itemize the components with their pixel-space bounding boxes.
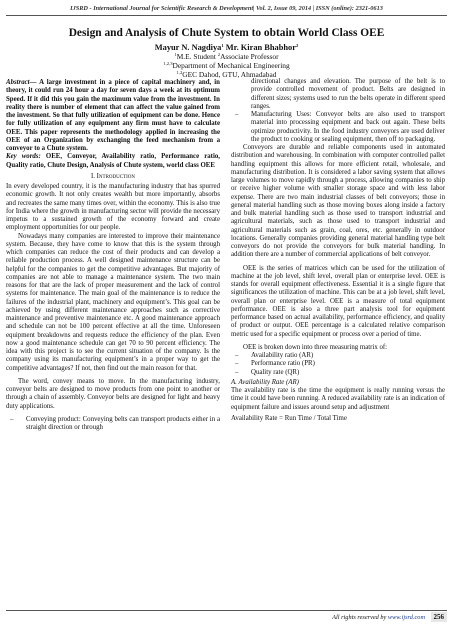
subsection-heading: A. Availability Rate (AR) — [231, 378, 299, 386]
paragraph: Conveyors are durable and reliable components used in automated distribution and warehousing. In combination with computer controlled pallet handling equipment this allows for more efficient retail, wholesale, and manufacturing distribution. It is considered a labor saving system that allows large volumes to move rapidly through a process, allowing companies to ship or receive higher volume with smaller storage space and with less labor expense. There are two main industrial classes of belt conveyors; those in general material handling such as those moving boxes along inside a factory and bulk material handling such as those used to transport industrial and agricultural materials, such as those used to transport industrial and agricultural materials such as grain, coal, ores, etc. generally in outdoor locations. Generally companies providing general material handling type belt conveyors do not provide the conveyors for bulk material handling. In addition there are a number of commercial applications of belt conveyor. — [231, 144, 445, 259]
affiliation-roles: $^1$M.E. Student $^2$Associate Professor — [174, 52, 279, 61]
author-1: Mayur N. Nagdiya — [154, 43, 222, 52]
journal-header: IJSRD - International Journal for Scientific Research & Development| Vol. 2, Issue 09, 2014 | ISSN (online): 2321-0613 — [6, 3, 447, 16]
formula: Availability Rate = Run Time / Total Time — [231, 414, 347, 422]
affiliation-department: $^{1,2,3}$Department of Mechanical Engineering — [163, 61, 290, 70]
journal-link[interactable]: www.ijsrd.com — [387, 614, 425, 621]
paragraph: Nowadays many companies are interested to improve their maintenance system. Because, they have come to know that this is the system through which companies can reduce the cost of their products and can develop a reliable production process. A well designed maintenance structure can be helpful for the companies to get the competitive advantages. But majority of companies are not able to manage a maintenance system. The two main reasons for that are the lack of proper measurement and the lack of control systems for maintenance. The main goal of the maintenance is to reduce the failures of the industrial plant, machinery and equipment’s. This goal can be achieved by using different maintenance approaches such as corrective maintenance and preventive maintenance etc. A good maintenance approach and schedule can not be 100 percent effective at all the time. Unforeseen equipment breakdowns and requests reduce the efficiency of the plan. Even now a good maintenance schedule can get 70 to 90 percent efficiency. The idea with this project is to see the current situation of the company. Is the company using its manufacturing equipment’s in a proper way to get the competitive advantages? If not, then find out the main reason for that. — [6, 232, 220, 372]
bullet-item: directional changes and elevation. The purpose of the belt is to provide controlled movement of product. Belts are designed in different sizes; systems used to run the belts operate in different speed ranges. — [251, 78, 445, 110]
bullet-item: – Manufacturing Uses: Conveyor belts are also used to transport material into processing equipment and back out again. These belts optimize productivity. In the food industry conveyors are used deliver the product to cooking or sealing equipment, then off to packaging. — [235, 111, 445, 143]
paragraph: In every developed country, it is the manufacturing industry that has spurred economic growth. It not only creates wealth but more importantly, absorbs and recreates the same many times over, within the economy. This is also true for India where the growth in manufacturing sector will provide the necessary impetus to a sustained growth of the economy forward and create employment opportunities for our people. — [6, 183, 220, 232]
paper-title: Design and Analysis of Chute System to obtain World Class OEE — [68, 27, 385, 39]
affiliation-institution: $^{1,2}$GEC Dahod, GTU, Ahmadabad — [176, 70, 277, 79]
paragraph: OEE is the series of matrices which can be used for the utilization of machine at the job level, shift level, overall plan or enterprise level. OEE is stands for overall equipment effectiveness. Essential it is a single figure that significances the utilization of machine. This can be at a job level, shift level, overall plan or enterprise level. OEE is a measure of total equipment performance. OEE is also a three part analysis tool for equipment performance based on actual availability, performance efficiency, and quality of product or output. OEE percentage is a calculated relative comparison metric used for a specific equipment or process over a period of time. — [231, 264, 445, 338]
left-column — [6, 79, 220, 432]
paragraph: OEE is broken down into three measuring matrix of: — [243, 343, 388, 351]
bullet-item: – Quality rate (QR) — [235, 368, 300, 376]
author-1-sup: 1 — [221, 43, 224, 48]
abstract: Abstract— A large investment in a piece of capital machinery and, in theory, it could run 24 hour a day for seven days a week at its optimum Speed. If it did this you gain the maximum value from the investment. In reality there is number of element that can affect the value gained from the investment. So that fully utilization of equipment can be done. Hence for fully utilization of any equipment any firm must have to calculate OEE. This paper represents the methodology applied in increasing the OEE of an Organization by exchanging the feed mechanism from a conveyor to a Chute system. — [6, 79, 220, 152]
bullet-item: – Performance ratio (PR) — [235, 360, 315, 368]
page-number: 256 — [431, 612, 448, 622]
page-footer: All rights reserved by www.ijsrd.com 256 — [6, 610, 447, 625]
paragraph: The word, convey means to move. In the manufacturing industry, conveyor belts are designed to move products from one point to another or through a chain of assembly. Conveyor belts are designed for light and heavy duty applications. — [6, 377, 220, 410]
keywords: Key words: OEE, Conveyor, Availability ratio, Performance ratio, Quality ratio, Chute Design, Analysis of Chute system, world class OEE — [6, 153, 220, 169]
author-2: Mr. Kiran Bhabhor — [225, 43, 296, 52]
right-column — [231, 78, 445, 423]
section-heading-introduction: I. Introduction — [90, 172, 136, 180]
paragraph: The availability rate is the time the equipment is really running versus the time it could have been running. A reduced availability rate is an indication of equipment failure and issues around setup and adjustment — [231, 387, 445, 411]
author-2-sup: 2 — [295, 43, 299, 48]
bullet-item: – Availability ratio (AR) — [235, 352, 314, 359]
bullet-item: – Conveying product: Conveying belts can transport products either in a straight direction or through — [10, 415, 220, 431]
